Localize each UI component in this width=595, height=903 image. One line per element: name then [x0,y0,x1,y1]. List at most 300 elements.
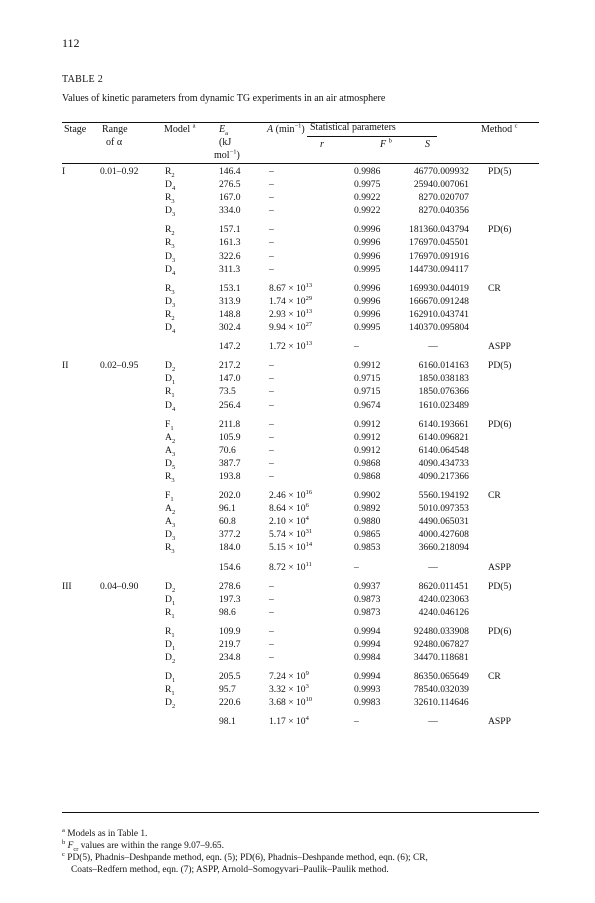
cell-s: 0.218094 [433,542,469,554]
cell-activation-energy: 98.6 [219,606,236,618]
cell-r: 0.9674 [354,399,381,411]
cell-range [100,489,165,502]
cell-model: $A_2$ [165,431,176,445]
table-row [62,295,539,308]
cell-preexponential: – [269,386,274,398]
cell-preexponential: – [269,224,274,236]
cell-model: $D_3$ [165,250,176,264]
cell-model: $D_1$ [165,373,176,387]
cell-f: 614 [418,418,433,430]
cell-s: 0.096821 [433,431,469,443]
cell-activation-energy: 105.9 [219,431,241,443]
cell-method [488,651,539,664]
cell-f: 14037 [409,322,433,334]
cell-f: 3261 [413,697,433,709]
cell-range [100,372,165,385]
stat-params-underline [307,136,437,137]
cell-stage [62,541,100,554]
cell-f: 827 [418,205,433,217]
cell-preexponential: – [269,263,274,275]
cell-activation-energy: 193.8 [219,470,241,482]
header-statistical-parameters: Statistical parameters [310,122,396,133]
cell-preexponential: – [269,652,274,664]
cell-s: 0.097353 [433,503,469,515]
cell-model: $R_2$ [165,224,175,238]
cell-f: 862 [418,580,433,592]
table-row [62,515,539,528]
cell-method [488,372,539,385]
cell-s: 0.040356 [433,205,469,217]
cell-method: PD(5) [488,360,512,372]
cell-stage [62,418,100,431]
cell-preexponential: $8.72 \times 10^{11}$ [269,560,312,573]
cell-stage [62,606,100,619]
cell-model: $D_4$ [165,263,176,277]
cell-range [100,683,165,696]
cell-activation-energy: 148.8 [219,308,241,320]
table-row [62,236,539,249]
cell-method: ASPP [488,716,511,728]
cell-range [100,204,165,217]
cell-activation-energy: 98.1 [219,716,236,728]
cell-f: 449 [418,516,433,528]
cell-model: $R_1$ [165,625,175,639]
cell-method: PD(6) [488,625,512,637]
cell-stage [62,528,100,541]
cell-range [100,431,165,444]
cell-activation-energy: 377.2 [219,529,241,541]
cell-r: – [354,716,359,728]
cell-r: 0.9996 [354,282,381,294]
cell-r: 0.9868 [354,457,381,469]
cell-model: $D_2$ [165,360,176,374]
cell-model: $A_3$ [165,444,176,458]
cell-preexponential: $5.74 \times 10^{31}$ [269,528,313,541]
cell-r: 0.9865 [354,529,381,541]
cell-stage [62,457,100,470]
footnote-b: $^b$ $F_{cr}$ values are within the range 9.07–9.65. [62,838,224,853]
cell-preexponential: $2.10 \times 10^4$ [269,515,309,528]
table-row [62,178,539,191]
cell-range [100,444,165,457]
cell-preexponential: $2.46 \times 10^{16}$ [269,488,313,502]
cell-activation-energy: 73.5 [219,386,236,398]
cell-s: 0.007061 [433,179,469,191]
cell-stage: II [62,360,69,372]
cell-model: $D_4$ [165,322,176,335]
cell-range: 0.04–0.90 [100,580,139,592]
cell-activation-energy: 334.0 [219,205,241,217]
cell-f: 161 [418,399,433,411]
cell-activation-energy: 147.0 [219,373,241,385]
cell-f: 424 [418,606,433,618]
table-row [62,372,539,385]
cell-preexponential: – [269,399,274,411]
cell-method [488,457,539,470]
cell-r: 0.9912 [354,444,381,456]
cell-range [100,282,165,295]
cell-preexponential: $9.94 \times 10^{27}$ [269,320,313,334]
cell-r: 0.9994 [354,639,381,650]
cell-stage [62,223,100,236]
cell-s: 0.217366 [433,470,469,482]
cell-range [100,418,165,431]
cell-preexponential: – [269,250,274,262]
cell-f: – [428,341,433,353]
cell-stage [62,372,100,385]
table-row [62,528,539,541]
cell-s: 0.043794 [433,224,469,236]
cell-f: 16667 [409,295,433,307]
cell-stage [62,295,100,308]
cell-activation-energy: 147.2 [219,341,241,353]
cell-r: 0.9873 [354,593,381,605]
cell-preexponential: – [269,166,274,177]
cell-preexponential: – [269,237,274,249]
table-row [62,321,539,334]
cell-r: 0.9912 [354,431,381,443]
cell-model: $R_3$ [165,470,175,484]
cell-f: 14473 [409,263,433,275]
cell-activation-energy: 256.4 [219,399,241,411]
cell-f: 9248 [413,639,433,650]
cell-preexponential: $8.64 \times 10^6$ [269,501,309,515]
cell-s: 0.095804 [433,322,469,334]
cell-f: 4677 [413,166,433,177]
cell-stage [62,561,100,574]
cell-stage [62,263,100,276]
cell-r: 0.9853 [354,542,381,554]
cell-s: 0.094117 [433,263,469,275]
cell-s: 0.038183 [433,373,469,385]
cell-activation-energy: 219.7 [219,639,241,650]
cell-preexponential: – [269,470,274,482]
cell-method [488,638,539,651]
cell-method [488,295,539,308]
cell-preexponential: $1.17 \times 10^4$ [269,715,309,728]
table-row [62,359,539,372]
cell-stage [62,178,100,191]
table-row [62,282,539,295]
cell-range [100,593,165,606]
cell-f: 16993 [409,282,433,294]
header-range: Range [102,124,128,135]
cell-model: $R_1$ [165,684,175,698]
cell-preexponential: – [269,593,274,605]
table-row [62,606,539,619]
cell-preexponential: $8.67 \times 10^{13}$ [269,281,313,294]
cell-model: $D_1$ [165,593,176,607]
header-model: Model $^a$ [164,122,196,135]
table-row [62,541,539,554]
header-ea: $E_a$ [219,124,228,137]
cell-s: 0.065031 [433,516,469,528]
cell-method: CR [488,282,501,294]
cell-stage [62,431,100,444]
header-ea-unit-1: (kJ [219,137,232,148]
cell-method: CR [488,490,501,502]
cell-model: $D_3$ [165,205,176,219]
cell-stage [62,444,100,457]
cell-r: 0.9902 [354,490,381,502]
cell-model: $R_1$ [165,606,175,620]
cell-range [100,541,165,554]
cell-preexponential: – [269,431,274,443]
cell-r: 0.9996 [354,295,381,307]
cell-activation-energy: 387.7 [219,457,241,469]
cell-activation-energy: 153.1 [219,282,241,294]
table-row [62,223,539,236]
cell-f: 424 [418,593,433,605]
cell-f: 366 [418,542,433,554]
cell-preexponential: – [269,205,274,217]
cell-r: 0.9984 [354,652,381,664]
cell-activation-energy: 220.6 [219,697,241,709]
cell-stage [62,489,100,502]
table-label: TABLE 2 [62,74,104,85]
cell-s: 0.194192 [433,490,469,502]
table-row [62,165,539,178]
cell-method: CR [488,671,501,683]
cell-stage [62,191,100,204]
cell-model: $R_2$ [165,308,175,322]
cell-r: 0.9892 [354,503,381,515]
cell-range: 0.01–0.92 [100,166,139,177]
cell-preexponential: – [269,444,274,456]
table-row [62,670,539,683]
cell-s: 0.011451 [433,580,469,592]
cell-stage [62,321,100,334]
cell-r: 0.9715 [354,373,381,385]
cell-r: 0.9993 [354,684,381,696]
cell-r: 0.9880 [354,516,381,528]
cell-method: PD(5) [488,580,512,592]
cell-activation-energy: 95.7 [219,684,236,696]
cell-method [488,683,539,696]
cell-r: 0.9715 [354,386,381,398]
cell-r: 0.9975 [354,179,381,191]
cell-s: 0.434733 [433,457,469,469]
cell-preexponential: – [269,457,274,469]
cell-stage [62,399,100,412]
cell-stage [62,715,100,728]
cell-f: 185 [418,386,433,398]
cell-model: $R_2$ [165,166,175,179]
cell-r: 0.9996 [354,250,381,262]
cell-range [100,250,165,263]
cell-range [100,191,165,204]
header-f: F $^b$ [380,137,392,150]
header-stage: Stage [64,124,87,135]
cell-activation-energy: 167.0 [219,192,241,204]
table-row [62,418,539,431]
cell-stage [62,282,100,295]
cell-f: 616 [418,360,433,372]
cell-range: 0.02–0.95 [100,360,139,372]
cell-preexponential: $3.68 \times 10^{10}$ [269,696,313,709]
cell-range [100,561,165,574]
cell-stage [62,638,100,651]
cell-stage [62,308,100,321]
cell-f: – [428,561,433,573]
cell-s: 0.067827 [433,639,469,650]
cell-r: – [354,341,359,353]
cell-stage [62,670,100,683]
cell-s: 0.009932 [433,166,469,177]
cell-model: $D_3$ [165,295,176,309]
header-range-alpha: of α [106,137,123,148]
cell-model: $R_3$ [165,542,175,556]
cell-s: 0.114646 [433,697,469,709]
table-row [62,593,539,606]
cell-s: 0.023063 [433,593,469,605]
cell-s: 0.193661 [433,418,469,430]
cell-model [165,561,219,574]
cell-method [488,250,539,263]
cell-model: $R_1$ [165,386,175,400]
cell-stage [62,340,100,353]
cell-preexponential: – [269,360,274,372]
cell-model: $F_1$ [165,490,174,503]
cell-activation-energy: 146.4 [219,166,241,177]
table-row [62,489,539,502]
cell-f: 614 [418,444,433,456]
cell-method [488,606,539,619]
cell-range [100,321,165,334]
cell-model: $A_2$ [165,503,176,517]
cell-range [100,385,165,398]
cell-model: $A_3$ [165,516,176,530]
cell-preexponential: – [269,639,274,650]
cell-model: $R_3$ [165,237,175,251]
cell-s: 0.118681 [433,652,469,664]
table-row [62,683,539,696]
cell-activation-energy: 109.9 [219,625,241,637]
cell-range [100,470,165,483]
cell-stage [62,651,100,664]
cell-model: $F_1$ [165,418,174,432]
cell-range [100,223,165,236]
cell-method [488,470,539,483]
cell-s: 0.065649 [433,671,469,683]
cell-f: 501 [418,503,433,515]
cell-activation-energy: 217.2 [219,360,241,372]
cell-model: $D_2$ [165,580,176,594]
cell-range [100,263,165,276]
cell-method [488,204,539,217]
cell-r: 0.9995 [354,263,381,275]
cell-activation-energy: 205.5 [219,671,241,683]
table-row [62,638,539,651]
cell-method: ASPP [488,561,511,573]
cell-preexponential: – [269,625,274,637]
cell-s: – [433,561,438,573]
cell-stage [62,593,100,606]
cell-method: PD(5) [488,166,512,177]
cell-model: $D_2$ [165,652,176,665]
cell-f: 17697 [409,250,433,262]
cell-f: 409 [418,457,433,469]
cell-f: – [428,716,433,728]
cell-model: $R_3$ [165,192,175,206]
cell-preexponential: $3.32 \times 10^3$ [269,683,309,696]
table-header-rule [62,163,539,164]
cell-method: PD(6) [488,418,512,430]
footnotes [62,828,542,876]
cell-r: – [354,561,359,573]
header-s: S [425,139,430,150]
cell-stage [62,625,100,638]
cell-r: 0.9996 [354,224,381,236]
cell-s: 0.023489 [433,399,469,411]
cell-range [100,606,165,619]
table-bottom-rule [62,812,539,813]
cell-method [488,399,539,412]
cell-preexponential: – [269,373,274,385]
cell-r: 0.9873 [354,606,381,618]
cell-r: 0.9995 [354,322,381,334]
cell-stage [62,250,100,263]
cell-f: 400 [418,529,433,541]
table-row [62,191,539,204]
cell-model: $D_4$ [165,399,176,413]
cell-method [488,431,539,444]
cell-method [488,528,539,541]
cell-f: 409 [418,470,433,482]
cell-r: 0.9922 [354,192,381,204]
cell-range [100,457,165,470]
cell-model: $D_5$ [165,457,176,471]
cell-s: – [433,341,438,353]
cell-method: PD(6) [488,224,512,236]
cell-r: 0.9983 [354,697,381,709]
cell-activation-energy: 322.6 [219,250,241,262]
cell-activation-energy: 211.8 [219,418,241,430]
cell-s: 0.032039 [433,684,469,696]
cell-stage: I [62,166,66,177]
cell-preexponential: $2.93 \times 10^{13}$ [269,307,313,320]
cell-range [100,651,165,664]
table-row [62,399,539,412]
cell-s: 0.045501 [433,237,469,249]
cell-method: ASPP [488,341,511,353]
cell-stage [62,204,100,217]
cell-r: 0.9994 [354,671,381,683]
cell-activation-energy: 311.3 [219,263,241,275]
cell-r: 0.9922 [354,205,381,217]
table-row [62,204,539,217]
cell-f: 185 [418,373,433,385]
table-row [62,625,539,638]
cell-activation-energy: 302.4 [219,322,241,334]
cell-method [488,515,539,528]
cell-range [100,515,165,528]
table-row [62,457,539,470]
cell-r: 0.9996 [354,237,381,249]
cell-s: 0.033908 [433,625,469,637]
table-caption: Values of kinetic parameters from dynamic TG experiments in an air atmosphere [62,93,386,104]
cell-activation-energy: 70.6 [219,444,236,456]
cell-method [488,444,539,457]
cell-stage [62,236,100,249]
cell-method [488,541,539,554]
cell-f: 556 [418,490,433,502]
cell-stage [62,683,100,696]
cell-stage [62,515,100,528]
header-method: Method $^c$ [481,122,518,135]
cell-method [488,321,539,334]
cell-s: 0.046126 [433,606,469,618]
